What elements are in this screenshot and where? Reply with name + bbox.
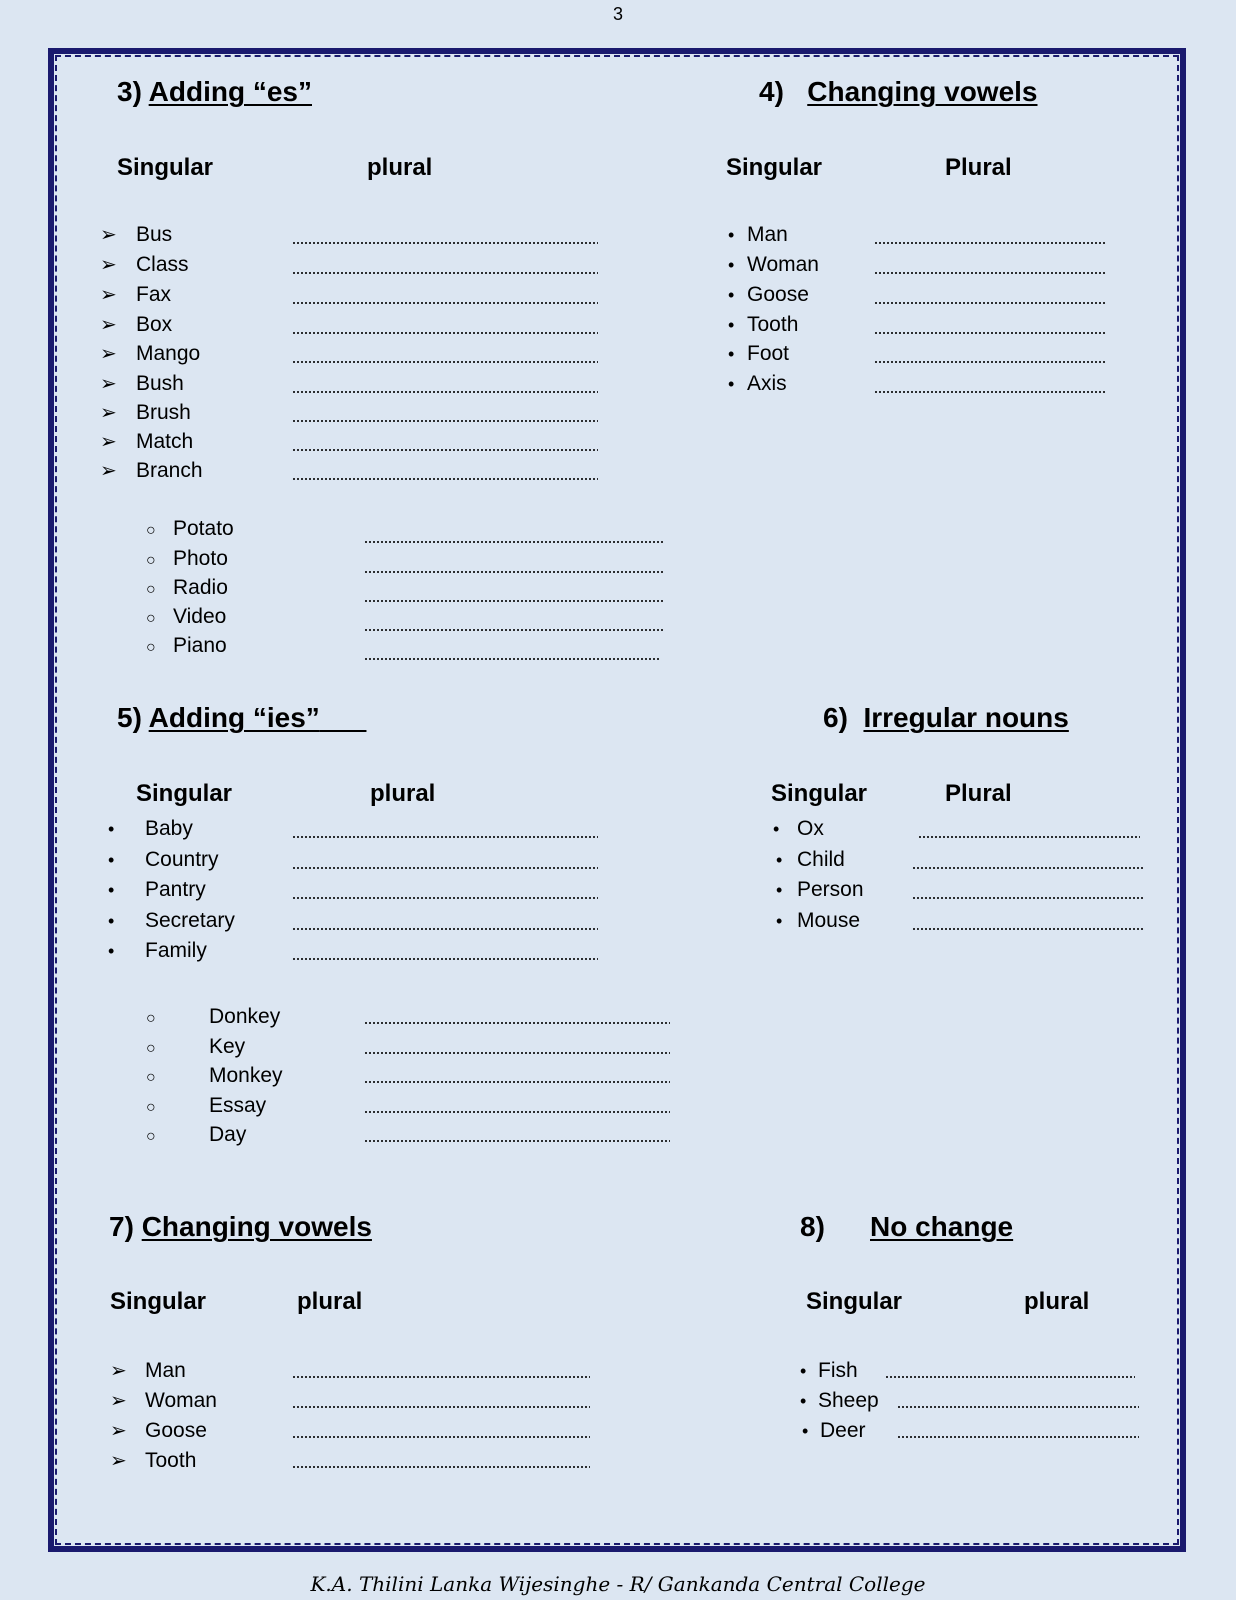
- ring-bullet-icon: ○: [146, 581, 156, 598]
- arrow-bullet-icon: ➢: [100, 402, 117, 424]
- section-number: 5): [117, 702, 142, 733]
- ring-bullet-icon: ○: [146, 1128, 156, 1145]
- singular-header: Singular: [726, 154, 823, 181]
- singular-header: Singular: [771, 780, 868, 807]
- list-item: ➢ Man: [110, 1359, 186, 1382]
- list-item: • Pantry: [108, 878, 206, 901]
- list-item: ○ Day: [146, 1123, 247, 1146]
- answer-blank[interactable]: [292, 1466, 590, 1468]
- list-item: • Goose: [728, 283, 809, 306]
- section-number: 8): [800, 1211, 825, 1242]
- section-title: Changing vowels: [807, 76, 1038, 107]
- section-title: Adding “ies”: [148, 702, 320, 733]
- list-item: ○ Monkey: [146, 1064, 283, 1087]
- answer-blank[interactable]: [292, 302, 598, 304]
- list-item: ○ Radio: [146, 576, 228, 599]
- section-number: 6): [823, 702, 848, 733]
- answer-blank[interactable]: [364, 1052, 670, 1054]
- answer-blank[interactable]: [364, 1081, 670, 1083]
- dot-bullet-icon: •: [776, 880, 783, 900]
- arrow-bullet-icon: ➢: [100, 373, 117, 395]
- list-item: ➢ Goose: [110, 1419, 207, 1442]
- plural-header: plural: [1024, 1288, 1090, 1315]
- answer-blank[interactable]: [292, 958, 598, 960]
- arrow-bullet-icon: ➢: [100, 284, 117, 306]
- answer-blank[interactable]: [364, 1111, 670, 1113]
- list-item: ➢ Fax: [100, 283, 172, 306]
- answer-blank[interactable]: [912, 928, 1144, 930]
- answer-blank[interactable]: [292, 1406, 590, 1408]
- list-item: • Fish: [800, 1359, 858, 1382]
- answer-blank[interactable]: [364, 629, 664, 631]
- answer-blank[interactable]: [292, 836, 598, 838]
- list-item: • Child: [776, 848, 845, 871]
- section-title: Adding “es”: [148, 76, 312, 107]
- arrow-bullet-icon: ➢: [100, 460, 117, 482]
- list-item: • Family: [108, 939, 207, 962]
- answer-blank[interactable]: [292, 1436, 590, 1438]
- answer-blank[interactable]: [874, 391, 1106, 393]
- answer-blank[interactable]: [292, 897, 598, 899]
- answer-blank[interactable]: [912, 897, 1144, 899]
- plural-header: plural: [297, 1288, 363, 1315]
- answer-blank[interactable]: [897, 1436, 1139, 1438]
- singular-header: Singular: [806, 1288, 903, 1315]
- dot-bullet-icon: •: [728, 374, 735, 394]
- ring-bullet-icon: ○: [146, 610, 156, 627]
- dot-bullet-icon: •: [728, 344, 735, 364]
- arrow-bullet-icon: ➢: [110, 1450, 127, 1472]
- dot-bullet-icon: •: [108, 880, 115, 900]
- list-item: ○ Essay: [146, 1094, 267, 1117]
- answer-blank[interactable]: [292, 1376, 590, 1378]
- ring-bullet-icon: ○: [146, 1010, 156, 1027]
- dot-bullet-icon: •: [773, 819, 780, 839]
- list-item: ➢ Mango: [100, 342, 201, 365]
- list-item: ➢ Bush: [100, 372, 184, 395]
- dot-bullet-icon: •: [800, 1391, 807, 1411]
- section-number: 3): [117, 76, 142, 107]
- answer-blank[interactable]: [874, 272, 1106, 274]
- answer-blank[interactable]: [874, 242, 1106, 244]
- answer-blank[interactable]: [292, 272, 598, 274]
- answer-blank[interactable]: [292, 242, 598, 244]
- answer-blank[interactable]: [885, 1376, 1135, 1378]
- list-item: ○ Potato: [146, 517, 234, 540]
- singular-header: Singular: [110, 1288, 207, 1315]
- arrow-bullet-icon: ➢: [110, 1420, 127, 1442]
- ring-bullet-icon: ○: [146, 1099, 156, 1116]
- list-item: • Baby: [108, 817, 193, 840]
- section-heading: [117, 702, 366, 734]
- list-item: ➢ Brush: [100, 401, 191, 424]
- list-item: • Ox: [773, 817, 824, 840]
- list-item: • Deer: [802, 1419, 866, 1442]
- plural-header: plural: [367, 154, 433, 181]
- section-number: 7): [109, 1211, 134, 1242]
- section-number: 4): [759, 76, 784, 107]
- list-item: • Secretary: [108, 909, 235, 932]
- answer-blank[interactable]: [292, 391, 598, 393]
- list-item: • Country: [108, 848, 219, 871]
- answer-blank[interactable]: [292, 332, 598, 334]
- arrow-bullet-icon: ➢: [110, 1390, 127, 1412]
- page-number: 3: [612, 4, 623, 24]
- answer-blank[interactable]: [292, 449, 598, 451]
- list-item: • Person: [776, 878, 864, 901]
- plural-header: Plural: [945, 780, 1012, 807]
- answer-blank[interactable]: [364, 541, 664, 543]
- list-item: • Tooth: [728, 313, 799, 336]
- list-item: ➢ Tooth: [110, 1449, 197, 1472]
- arrow-bullet-icon: ➢: [100, 431, 117, 453]
- section-title: Changing vowels: [141, 1211, 372, 1242]
- arrow-bullet-icon: ➢: [100, 343, 117, 365]
- section-heading: [800, 1211, 1014, 1243]
- ring-bullet-icon: ○: [146, 552, 156, 569]
- singular-header: Singular: [117, 154, 214, 181]
- list-item: • Axis: [728, 372, 787, 395]
- dot-bullet-icon: •: [108, 819, 115, 839]
- dot-bullet-icon: •: [728, 225, 735, 245]
- list-item: ○ Key: [146, 1035, 246, 1058]
- answer-blank[interactable]: [897, 1406, 1139, 1408]
- list-item: ○ Donkey: [146, 1005, 281, 1028]
- section-title: Irregular nouns: [863, 702, 1069, 733]
- footer-credit: K.A. Thilini Lanka Wijesinghe - R/ Gankanda Central College: [310, 1572, 926, 1596]
- section-heading: [759, 76, 1038, 108]
- dot-bullet-icon: •: [108, 911, 115, 931]
- answer-blank[interactable]: [292, 928, 598, 930]
- section-heading: [823, 702, 1069, 734]
- list-item: ➢ Bus: [100, 223, 173, 246]
- list-item: • Man: [728, 223, 788, 246]
- dot-bullet-icon: •: [108, 941, 115, 961]
- list-item: ○ Photo: [146, 547, 228, 570]
- dot-bullet-icon: •: [802, 1421, 809, 1441]
- dot-bullet-icon: •: [800, 1361, 807, 1381]
- dot-bullet-icon: •: [728, 315, 735, 335]
- answer-blank[interactable]: [364, 658, 660, 660]
- arrow-bullet-icon: ➢: [110, 1360, 127, 1382]
- answer-blank[interactable]: [292, 420, 598, 422]
- list-item: ○ Video: [146, 605, 227, 628]
- answer-blank[interactable]: [912, 867, 1144, 869]
- section-heading: [109, 1211, 372, 1243]
- dot-bullet-icon: •: [728, 285, 735, 305]
- answer-blank[interactable]: [364, 1022, 670, 1024]
- list-item: ➢ Branch: [100, 459, 203, 482]
- answer-blank[interactable]: [918, 836, 1140, 838]
- dot-bullet-icon: •: [728, 255, 735, 275]
- ring-bullet-icon: ○: [146, 639, 156, 656]
- plural-header: plural: [370, 780, 436, 807]
- section-heading: [117, 76, 312, 108]
- list-item: ➢ Box: [100, 313, 173, 336]
- list-item: ○ Piano: [146, 634, 227, 657]
- list-item: ➢ Class: [100, 253, 189, 276]
- answer-blank[interactable]: [364, 571, 664, 573]
- ring-bullet-icon: ○: [146, 522, 156, 539]
- dot-bullet-icon: •: [776, 911, 783, 931]
- list-item: • Foot: [728, 342, 790, 365]
- answer-blank[interactable]: [292, 867, 598, 869]
- arrow-bullet-icon: ➢: [100, 224, 117, 246]
- dot-bullet-icon: •: [776, 850, 783, 870]
- answer-blank[interactable]: [364, 1140, 670, 1142]
- answer-blank[interactable]: [364, 600, 664, 602]
- list-item: ➢ Woman: [110, 1389, 217, 1412]
- ring-bullet-icon: ○: [146, 1069, 156, 1086]
- answer-blank[interactable]: [292, 361, 598, 363]
- answer-blank[interactable]: [874, 302, 1106, 304]
- list-item: ➢ Match: [100, 430, 194, 453]
- answer-blank[interactable]: [292, 478, 598, 480]
- list-item: • Sheep: [800, 1389, 879, 1412]
- arrow-bullet-icon: ➢: [100, 314, 117, 336]
- list-item: • Mouse: [776, 909, 861, 932]
- plural-header: Plural: [945, 154, 1012, 181]
- arrow-bullet-icon: ➢: [100, 254, 117, 276]
- answer-blank[interactable]: [874, 332, 1106, 334]
- answer-blank[interactable]: [874, 361, 1106, 363]
- list-item: • Woman: [728, 253, 819, 276]
- dot-bullet-icon: •: [108, 850, 115, 870]
- singular-header: Singular: [136, 780, 233, 807]
- section-title: No change: [870, 1211, 1014, 1242]
- ring-bullet-icon: ○: [146, 1040, 156, 1057]
